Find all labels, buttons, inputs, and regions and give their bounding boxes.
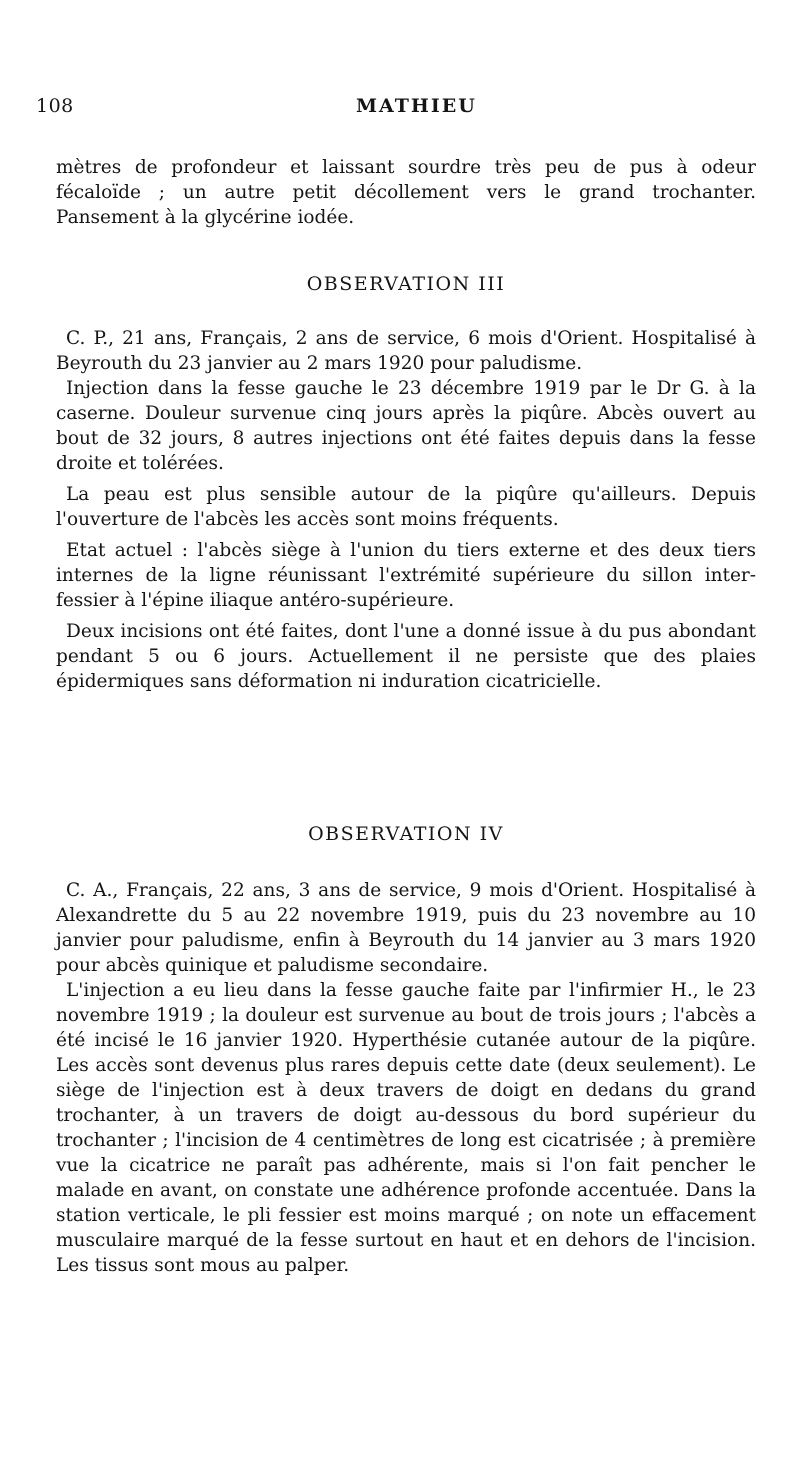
intro-text — [56, 155, 756, 230]
observation-3-body — [56, 326, 756, 694]
paragraph: C. A., Français, 22 ans, 3 ans de service, 9 mois d'Orient. Hospitalisé à Alexandrette du 5 au 22 novembre 1919, puis du 23 novembre au 10 janvier pour paludisme, enfin à Beyrouth du 14 janvier au 3 mars 1920 pour abcès quinique et paludisme secondaire. — [56, 880, 756, 976]
paragraph: mètres de profondeur et laissant sourdre très peu de pus à odeur fécaloïde ; un autre petit décollement vers le grand trochanter. Pansement à la glycérine iodée. — [56, 157, 756, 228]
paragraph: Deux incisions ont été faites, dont l'une a donné issue à du pus abondant pendant 5 ou 6 jours. Actuellement il ne persiste que des plaies épidermiques sans déformation ni induration cicatricielle. — [56, 621, 756, 692]
observation-4-title: OBSERVATION IV — [308, 823, 504, 845]
paragraph: La peau est plus sensible autour de la piqûre qu'ailleurs. Depuis l'ouverture de l'abcès les accès sont moins fréquents. — [56, 484, 756, 530]
observation-4-body — [56, 878, 756, 1278]
page-header — [36, 95, 736, 121]
paragraph: Etat actuel : l'abcès siège à l'union du tiers externe et des deux tiers internes de la ligne réunissant l'extrémité supérieure du sillon inter-fessier à l'épine iliaque antéro-supérieure. — [56, 540, 756, 611]
page-number: 108 — [36, 95, 74, 117]
paragraph: Injection dans la fesse gauche le 23 décembre 1919 par le Dr G. à la caserne. Douleur survenue cinq jours après la piqûre. Abcès ouvert au bout de 32 jours, 8 autres injections ont été faites depuis dans la fesse droite et tolérées. — [56, 378, 756, 474]
observation-3-title: OBSERVATION III — [306, 273, 506, 295]
paragraph: C. P., 21 ans, Français, 2 ans de service, 6 mois d'Orient. Hospitalisé à Beyrouth du 23 janvier au 2 mars 1920 pour paludisme. — [56, 328, 756, 374]
paragraph: L'injection a eu lieu dans la fesse gauche faite par l'infirmier H., le 23 novembre 1919 ; la douleur est survenue au bout de trois jours ; l'abcès a été incisé le 16 janvier 1920. Hyperthésie cutanée autour de la piqûre. Les accès sont devenus plus rares depuis cette date (deux seulement). Le siège de l'injection est à deux travers de doigt en dedans du grand trochanter, à un travers de doigt au-dessous du bord supérieur du trochanter ; l'incision de 4 centimètres de long est cicatrisée ; à première vue la cicatrice ne paraît pas adhérente, mais si l'on fait pencher le malade en avant, on constate une adhérence profonde accentuée. Dans la station verticale, le pli fessier est moins marqué ; on note un effacement musculaire marqué de la fesse surtout en haut et en dehors de l'incision. Les tissus sont mous au palper. — [56, 980, 756, 1276]
running-head: MATHIEU — [356, 95, 477, 117]
